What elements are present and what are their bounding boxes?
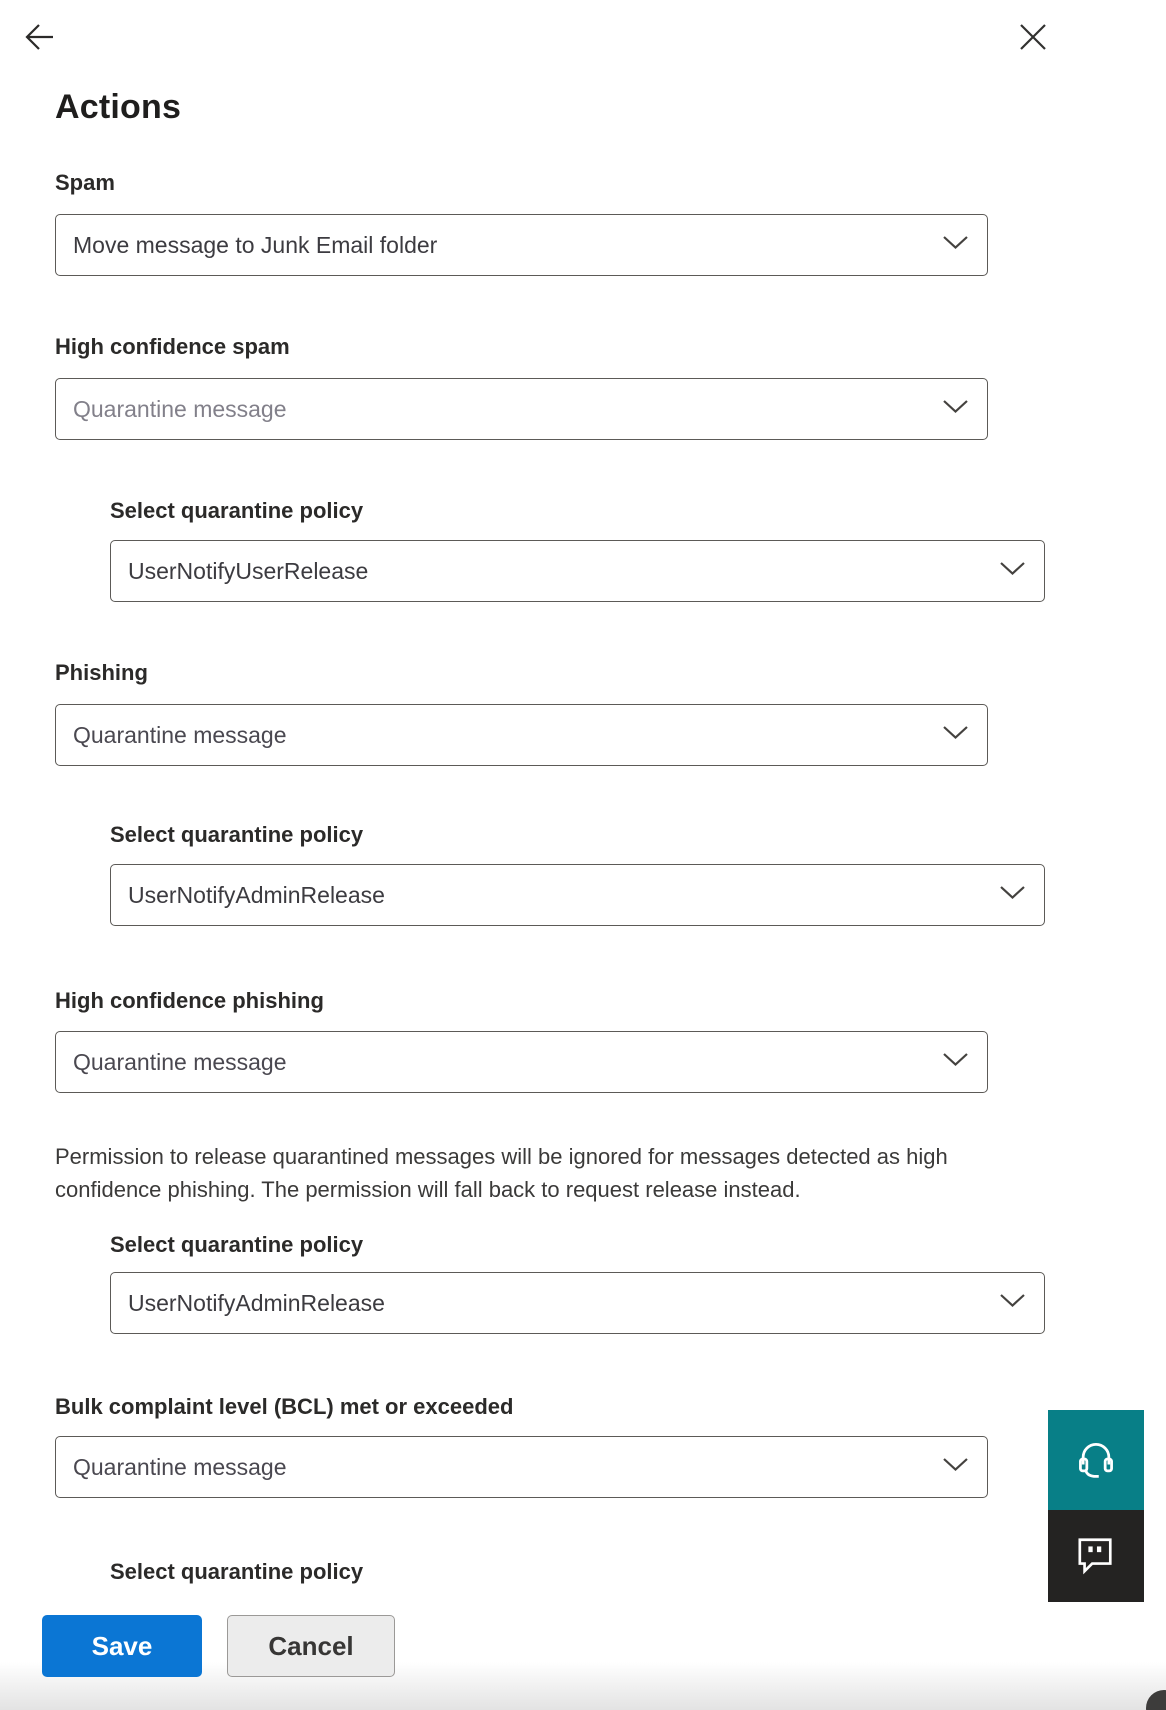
chevron-down-icon [942,235,969,255]
hcs-quarantine-policy-select[interactable] [110,540,1045,602]
chevron-down-icon [942,725,969,745]
arrow-left-icon [22,42,58,57]
phishing-label: Phishing [55,660,148,685]
save-button[interactable]: Save [42,1615,202,1677]
spam-action-value: Move message to Junk Email folder [73,231,438,258]
phishing-quarantine-policy-value: UserNotifyAdminRelease [128,881,385,908]
spam-action-select[interactable] [55,214,988,276]
help-support-button[interactable] [1048,1410,1144,1510]
chevron-down-icon [942,399,969,419]
high-confidence-spam-label: High confidence spam [55,334,290,359]
high-confidence-spam-select[interactable] [55,378,988,440]
page-title: Actions [55,88,182,126]
headset-icon [1074,1437,1118,1484]
bcl-quarantine-policy-label-clipped: Select quarantine policy [110,1559,364,1584]
bcl-action-select[interactable] [55,1436,988,1498]
hcp-permission-note: Permission to release quarantined messages will be ignored for messages detected as high confidence phishing. The permission will fall back to request release instead. [55,1144,948,1202]
phishing-action-select[interactable] [55,704,988,766]
feedback-button[interactable] [1048,1510,1144,1602]
close-icon [1016,42,1050,57]
chat-feedback-icon [1075,1535,1117,1578]
chevron-down-icon [999,885,1026,905]
hcp-quarantine-policy-value: UserNotifyAdminRelease [128,1289,385,1316]
hcp-quarantine-policy-label: Select quarantine policy [110,1232,364,1257]
bcl-action-value: Quarantine message [73,1453,287,1480]
chevron-down-icon [999,1293,1026,1313]
hcs-quarantine-policy-value: UserNotifyUserRelease [128,557,369,584]
high-confidence-spam-value: Quarantine message [73,395,287,422]
phishing-quarantine-policy-label: Select quarantine policy [110,822,364,847]
phishing-quarantine-policy-select[interactable] [110,864,1045,926]
chevron-down-icon [942,1457,969,1477]
chevron-down-icon [999,561,1026,581]
bcl-label: Bulk complaint level (BCL) met or exceeded [55,1394,514,1419]
cancel-button[interactable]: Cancel [227,1615,395,1677]
high-confidence-phishing-label: High confidence phishing [55,988,324,1013]
close-button[interactable] [1016,20,1050,54]
back-button[interactable] [22,20,58,54]
chevron-down-icon [942,1052,969,1072]
high-confidence-phishing-value: Quarantine message [73,1048,287,1075]
spam-label: Spam [55,170,115,195]
hcp-quarantine-policy-select[interactable] [110,1272,1045,1334]
high-confidence-phishing-select[interactable] [55,1031,988,1093]
phishing-action-value: Quarantine message [73,721,287,748]
hcs-quarantine-policy-label: Select quarantine policy [110,498,364,523]
